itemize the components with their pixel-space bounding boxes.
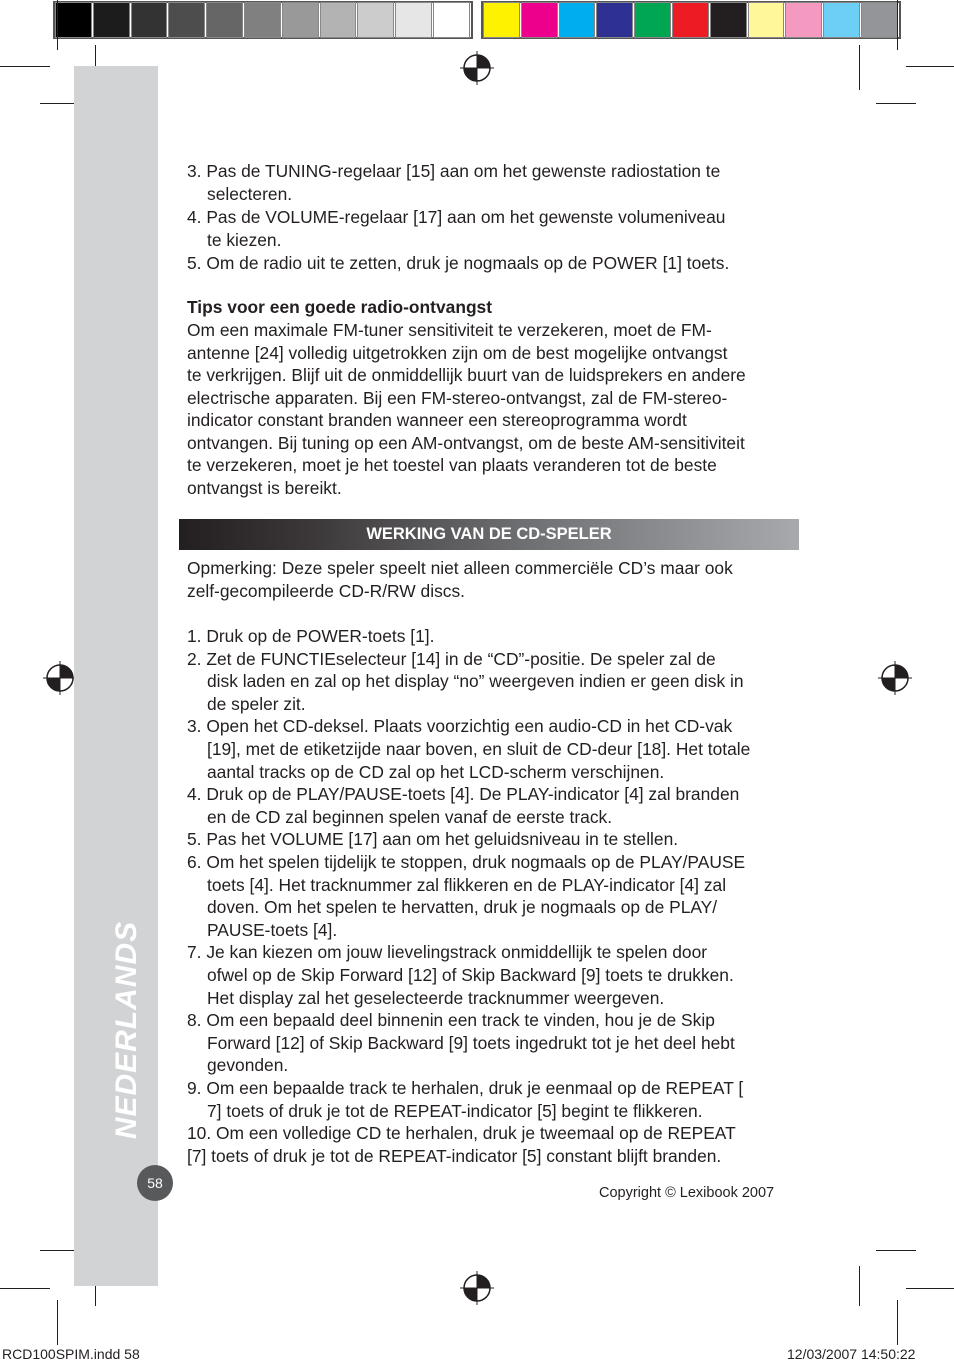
text-line: ofwel op de Skip Forward [12] of Skip Backward [9] toets te drukken. — [207, 965, 734, 985]
tips-title: Tips voor een goede radio-ontvangst — [187, 297, 493, 317]
registration-mark-icon — [878, 661, 912, 695]
file-slug: RCD100SPIM.indd 58 — [2, 1346, 140, 1362]
color-swatch — [634, 2, 671, 38]
gray-swatch — [206, 2, 243, 38]
color-swatch — [559, 2, 596, 38]
crop-mark — [57, 0, 58, 50]
text-line: 6. Om het spelen tijdelijk te stoppen, druk nogmaals op de PLAY/PAUSE — [187, 852, 746, 872]
date-slug: 12/03/2007 14:50:22 — [787, 1346, 916, 1362]
text-line: 9. Om een bepaalde track te herhalen, druk je eenmaal op de REPEAT [ — [187, 1078, 744, 1098]
text-line: gevonden. — [207, 1055, 289, 1076]
text-line: te verkrijgen. Blijf uit de onmiddellijk buurt van de luidsprekers en andere — [187, 365, 746, 385]
text-line: 5. Om de radio uit te zetten, druk je nogmaals op de POWER [1] toets. — [187, 253, 730, 273]
text-line: electrische apparaten. Bij een FM-stereo-ontvangst, zal de FM-stereo- — [187, 387, 728, 408]
crop-mark — [859, 45, 860, 90]
copyright-notice: Copyright © Lexibook 2007 — [599, 1185, 775, 1201]
text-line: indicator constant branden wanneer een stereoprogramma wordt — [187, 410, 687, 430]
gray-swatch — [168, 2, 205, 38]
gray-swatch — [244, 2, 281, 38]
crop-mark — [859, 1266, 860, 1306]
text-line: 2. Zet de FUNCTIEselecteur [14] in de “CD”-positie. De speler zal de — [187, 648, 716, 669]
text-line: Forward [12] of Skip Backward [9] toets ingedrukt tot je het deel hebt — [207, 1032, 735, 1053]
text-line: [7] toets of druk je tot de REPEAT-indicator [5] constant blijft branden. — [187, 1145, 722, 1166]
text-line: 10. Om een volledige CD te herhalen, druk je tweemaal op de REPEAT — [187, 1123, 736, 1144]
text-line: antenne [24] volledig uitgetrokken zijn om de best mogelijke ontvangst — [187, 342, 728, 363]
text-line: PAUSE-toets [4]. — [207, 919, 338, 940]
text-line: aantal tracks op de CD zal op het LCD-scherm verschijnen. — [207, 761, 665, 782]
gray-swatch — [131, 2, 168, 38]
text-line: toets [4]. Het tracknummer zal flikkeren en de PLAY-indicator [4] zal — [207, 874, 727, 895]
text-line: Opmerking: Deze speler speelt niet alleen commerciële CD’s maar ook — [187, 558, 733, 578]
language-label: NEDERLANDS — [110, 920, 143, 1140]
registration-mark-icon — [43, 661, 77, 695]
text-line: te kiezen. — [207, 230, 282, 250]
color-swatch — [748, 2, 785, 38]
gray-swatch — [395, 2, 432, 38]
color-swatch — [710, 2, 747, 38]
text-line: 5. Pas het VOLUME [17] aan om het geluidsniveau in te stellen. — [187, 829, 679, 850]
gray-swatch — [282, 2, 319, 38]
text-line: Om een maximale FM-tuner sensitiviteit te verzekeren, moet de FM- — [187, 320, 712, 340]
gray-swatch — [93, 2, 130, 38]
gray-swatch — [55, 2, 92, 38]
text-line: 4. Druk op de PLAY/PAUSE-toets [4]. De PLAY-indicator [4] zal branden — [187, 784, 740, 805]
text-line: Het display zal het geselecteerde tracknummer weergeven. — [207, 987, 665, 1008]
color-swatch — [483, 2, 520, 38]
color-swatch — [672, 2, 709, 38]
crop-mark — [0, 66, 50, 67]
gray-swatch — [433, 2, 470, 38]
registration-mark-icon — [460, 51, 494, 85]
text-line: disk laden en zal op het display “no” weergeven indien er geen disk in — [207, 671, 744, 692]
text-line: ontvangen. Bij tuning op een AM-ontvangst, om de beste AM-sensitiviteit — [187, 432, 745, 453]
color-swatch — [823, 2, 860, 38]
crop-mark — [0, 1288, 50, 1289]
gray-swatch — [357, 2, 394, 38]
text-line: doven. Om het spelen te hervatten, druk je nogmaals op de PLAY/ — [207, 897, 718, 918]
color-swatch — [521, 2, 558, 38]
crop-mark — [876, 103, 916, 104]
text-line: 4. Pas de VOLUME-regelaar [17] aan om het gewenste volumeniveau — [187, 207, 726, 227]
crop-mark — [57, 1300, 58, 1345]
crop-mark — [897, 1300, 898, 1345]
gray-swatch — [320, 2, 357, 38]
text-line: 3. Open het CD-deksel. Plaats voorzichtig een audio-CD in het CD-vak — [187, 716, 733, 737]
crop-mark — [906, 1288, 954, 1289]
text-line: en de CD zal beginnen spelen vanaf de eerste track. — [207, 806, 613, 827]
text-line: zelf-gecompileerde CD-R/RW discs. — [187, 581, 466, 601]
color-swatch — [596, 2, 633, 38]
text-line: selecteren. — [207, 184, 293, 204]
text-line: 3. Pas de TUNING-regelaar [15] aan om het gewenste radiostation te — [187, 161, 721, 181]
crop-mark — [876, 1250, 916, 1251]
text-line: ontvangst is bereikt. — [187, 477, 342, 498]
text-line: 8. Om een bepaald deel binnenin een track te vinden, hou je de Skip — [187, 1010, 715, 1031]
color-swatch — [861, 2, 898, 38]
section-heading: WERKING VAN DE CD-SPELER — [179, 519, 799, 550]
text-line: [19], met de etiketzijde naar boven, en sluit de CD-deur [18]. Het totale — [207, 739, 751, 759]
color-swatch — [785, 2, 822, 38]
text-line: de speler zit. — [207, 693, 306, 714]
text-line: te verzekeren, moet je het toestel van plaats veranderen tot de beste — [187, 455, 717, 475]
text-line: 7. Je kan kiezen om jouw lievelingstrack onmiddellijk te spelen door — [187, 942, 708, 963]
text-line: 1. Druk op de POWER-toets [1]. — [187, 626, 435, 646]
page-number: 58 — [137, 1165, 173, 1201]
registration-mark-icon — [460, 1271, 494, 1305]
crop-mark — [897, 0, 898, 50]
crop-mark — [906, 66, 954, 67]
text-line: 7] toets of druk je tot de REPEAT-indicator [5] begint te flikkeren. — [207, 1100, 703, 1121]
